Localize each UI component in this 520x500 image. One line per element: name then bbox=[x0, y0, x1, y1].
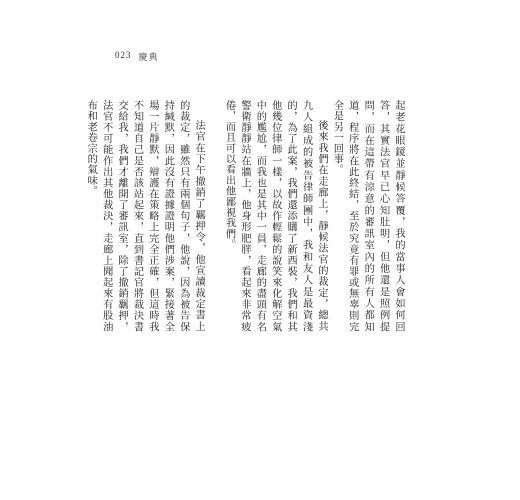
paragraph-3: 法官在下午撤銷了羈押令，他宣讀裁定書上的裁定，雖然只有兩個句子，他說，因為被告保持緘默，因此沒有證據證明他們涉案，緊接著全場一片靜默，辯護在策略上完全正確，但這時我不知道自己是否該站起來，直到書記官將裁決書交給我，我們才離開了審訊室，除了撤銷羈押，法官不可能作出其他裁決，走廊上聞起來有股油布和老卷宗的氣味。 bbox=[85, 100, 205, 332]
page-number: 023 bbox=[115, 50, 132, 60]
body-text bbox=[85, 100, 406, 332]
paragraph-2: 後來我們在走廊上，靜候法官的裁定，總共九人組成的被告律師團中，我和友人是最資淺的，為了此案，我們還添購了新西裝，我們和其他幾位律師一樣，以故作輕鬆的說笑來化解空氣中的尷尬，而我也是其中一員，走廊的盡頭有名警衛靜靜站在牆上，他身形肥胖，看起來非常疲倦，而且可以看出他鄙視我們。 bbox=[223, 100, 327, 332]
paragraph-1: 起老花眼鏡並靜候答覆，我的當事人會如何回答，其實法官早已心知肚明，但他還是照例提問，而在這帶有涼意的審訊室內的所有人都知道，程序將在此終結，至於究竟有罪或無辜則完全是另一回事。 bbox=[331, 100, 404, 332]
running-header bbox=[115, 50, 159, 63]
book-title: 慶典 bbox=[138, 53, 159, 63]
